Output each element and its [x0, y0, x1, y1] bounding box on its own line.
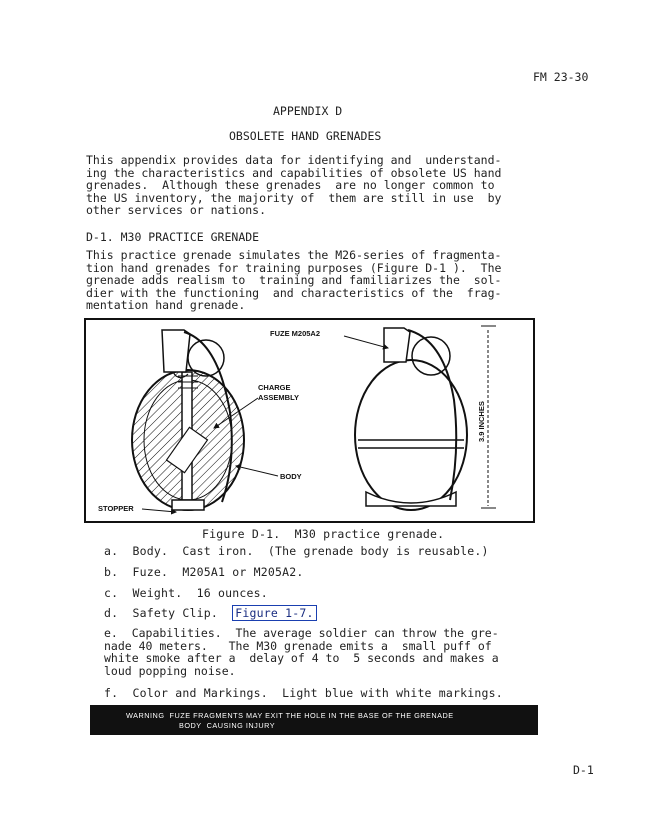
section-line: mentation hand grenade.	[86, 298, 246, 313]
section-heading: D-1. M30 PRACTICE GRENADE	[86, 230, 260, 244]
stopper-label: STOPPER	[98, 504, 134, 513]
intro-line: the US inventory, the majority of them are still in use by	[86, 190, 502, 205]
item-d-label: d. Safety Clip.	[104, 606, 233, 620]
section-line: dier with the functioning and characteristics of the frag-	[86, 285, 502, 300]
section-line: grenade adds realism to training and familiarizes the sol-	[86, 273, 502, 288]
section-line: tion hand grenades for training purposes (Figure D-1 ). The	[86, 260, 502, 275]
intro-line: This appendix provides data for identifying and understand-	[86, 153, 502, 167]
item-e-line: loud popping noise.	[104, 663, 236, 678]
intro-paragraph	[86, 154, 501, 217]
grenade-figure	[84, 318, 535, 523]
intro-line: grenades. Although these grenades are no longer common to	[86, 178, 495, 193]
height-label: 3.9 INCHES	[477, 401, 486, 442]
assembly-label: ASSEMBLY	[258, 393, 299, 402]
item-e-line: white smoke after a delay of 4 to 5 seconds and makes a	[104, 651, 499, 666]
page-number: D-1	[573, 763, 594, 777]
appendix-subtitle: OBSOLETE HAND GRENADES	[229, 129, 382, 143]
item-d	[104, 607, 317, 620]
intro-line: ing the characteristics and capabilities of obsolete US hand	[86, 165, 502, 180]
figure-1-7-link[interactable]: Figure 1-7.	[232, 605, 316, 621]
warning-line-1: WARNING FUZE FRAGMENTS MAY EXIT THE HOLE IN THE BASE OF THE GRENADE	[126, 711, 454, 720]
cutaway-grenade	[132, 330, 244, 510]
manual-number: FM 23-30	[533, 70, 589, 84]
charge-label: CHARGE	[258, 383, 291, 392]
item-f: f. Color and Markings. Light blue with white markings.	[104, 686, 503, 700]
grenade-illustration	[86, 320, 533, 521]
item-a: a. Body. Cast iron. (The grenade body is reusable.)	[104, 544, 489, 558]
item-e	[104, 627, 499, 677]
item-e-line: e. Capabilities. The average soldier can throw the gre-	[104, 626, 499, 640]
section-line: This practice grenade simulates the M26-series of fragmenta-	[86, 248, 502, 262]
warning-line-2: BODY CAUSING INJURY	[179, 721, 276, 730]
item-e-line: nade 40 meters. The M30 grenade emits a small puff of	[104, 638, 492, 653]
appendix-title: APPENDIX D	[273, 104, 343, 118]
intro-line: other services or nations.	[86, 203, 267, 218]
section-paragraph	[86, 249, 501, 312]
warning-banner	[90, 705, 538, 735]
fuze-label: FUZE M205A2	[270, 329, 321, 338]
figure-caption: Figure D-1. M30 practice grenade.	[202, 527, 445, 541]
item-c: c. Weight. 16 ounces.	[104, 586, 268, 600]
item-b: b. Fuze. M205A1 or M205A2.	[104, 565, 304, 579]
body-label: BODY	[280, 472, 302, 481]
external-grenade	[355, 326, 496, 510]
